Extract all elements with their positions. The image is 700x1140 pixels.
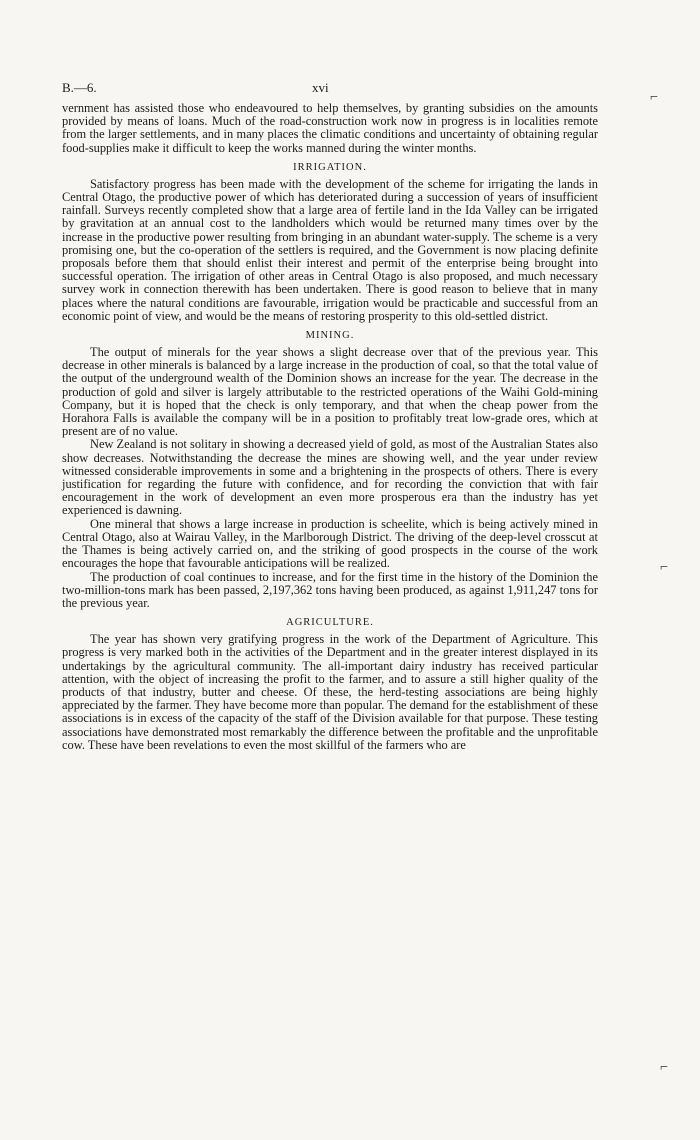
document-reference: B.—6. (62, 80, 97, 95)
section-heading-agriculture: AGRICULTURE. (286, 617, 374, 629)
scan-margin-mark: ⌐ (660, 560, 668, 575)
page-number: xvi (312, 80, 329, 95)
mining-paragraph: The production of coal continues to increase, and for the first time in the history of the Dominion the two-million-tons mark has been passed, 2,197,362 tons having been produced, as against 1,911,247 tons for the previous year. (62, 569, 598, 610)
section-heading-irrigation: IRRIGATION. (293, 161, 367, 173)
intro-paragraph: vernment has assisted those who endeavoured to help themselves, by granting subsidies on the amounts provided by means of loans. Much of the road-construction work now in progress is in localities remote from the larger settlements, and in many places the climatic conditions and uncertainty of obtaining regular food-supplies make it difficult to keep the works manned during the winter months. (62, 101, 598, 155)
irrigation-paragraph: Satisfactory progress has been made with the development of the scheme for irrigating the lands in Central Otago, the productive power of which has deteriorated during a succession of years of insufficient rainfall. Surveys recently completed show that a large area of fertile land in the Ida Valley can be irrigated by gravitation at an annual cost to the landholders which would be returned many times over by the increase in the productive power resulting from bringing in an abundant water-supply. The scheme is a very promising one, but the co-operation of the settlers is required, and the Government is now placing definite proposals before them that should enlist their interest and permit of the enterprise being brought into successful operation. The irrigation of other areas in Central Otago is also proposed, and much necessary survey work in connection therewith has been undertaken. There is good reason to believe that in many places where the natural conditions are favourable, irrigation would be practicable and successful from an economic point of view, and would be the means of restoring prosperity to this old-settled district. (62, 176, 598, 323)
mining-paragraph: The output of minerals for the year shows a slight decrease over that of the previous year. This decrease in other minerals is balanced by a large increase in the production of coal, so that the total value of the output of the underground wealth of the Dominion shows an increase for the year. The decrease in the production of gold and silver is largely attributable to the restricted operations of the Waihi Gold-mining Company, but it is hoped that the check is only temporary, and that when the cheap power from the Horahora Falls is available the company will be in a position to profitably treat low-grade ores, which at present are of no value. (62, 345, 598, 439)
mining-paragraph: New Zealand is not solitary in showing a decreased yield of gold, as most of the Australian States also show decreases. Notwithstanding the decrease the mines are showing well, and the year under review witnessed considerable improvements in some and a brightening in the prospects of others. There is every justification for regarding the future with confidence, and for recording the conviction that with fair encouragement in the work of development an even more prosperous era than the industry has yet experienced is dawning. (62, 437, 598, 518)
document-page (62, 80, 598, 752)
agriculture-paragraph: The year has shown very gratifying progress in the work of the Department of Agriculture. This progress is very marked both in the activities of the Department and in the greater interest displayed in its undertakings by the agricultural community. The all-important dairy industry has received particular attention, with the object of increasing the profit to the farmer, and to assure a still higher quality of the products of that industry, butter and cheese. Of these, the herd-testing associations are being highly appreciated by the farmer. They have become more than popular. The demand for the establishment of these associations is in excess of the capacity of the staff of the Division available for that purpose. These testing associations have demonstrated most remarkably the difference between the profitable and the unprofitable cow. These have been revelations to even the most skillful of the farmers who are (62, 632, 598, 752)
section-heading-mining: MINING. (305, 330, 355, 342)
scan-margin-mark: ⌐ (660, 1060, 668, 1075)
scan-margin-mark: ⌐ (650, 90, 658, 105)
page-header (62, 80, 598, 102)
mining-paragraph: One mineral that shows a large increase in production is scheelite, which is being actively mined in Central Otago, also at Wairau Valley, in the Marlborough District. The driving of the deep-level crosscut at the Thames is being actively carried on, and the striking of good prospects in the course of the work encourages the hope that favourable anticipations will be realized. (62, 516, 598, 571)
